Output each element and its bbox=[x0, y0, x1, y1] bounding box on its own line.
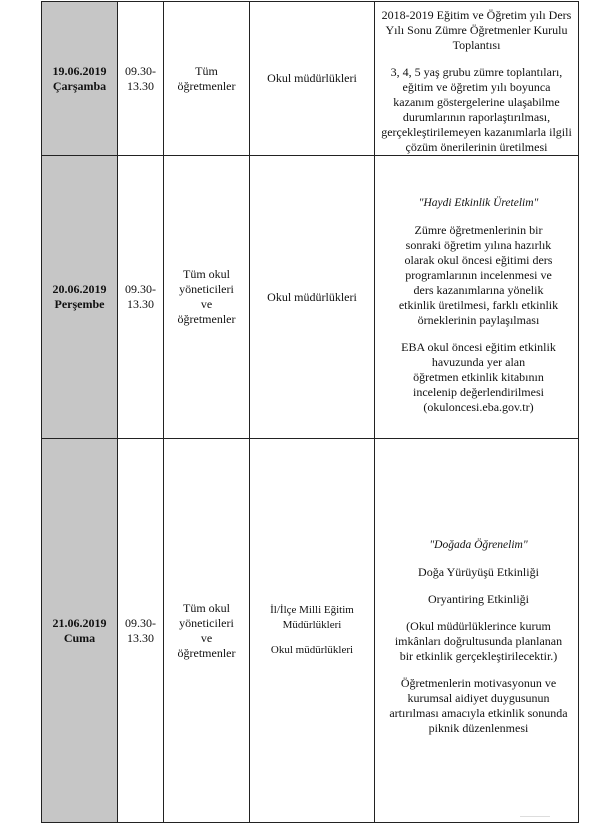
description-body: 3, 4, 5 yaş grubu zümre toplantıları, eğitim ve öğretim yılı boyunca kazanım göstergelerine ulaşabilme durumlarının raporlaştırılması, gerçekleştirilemeyen kazanımlarla ilgili çözüm önerilerinin üretilmesi bbox=[381, 65, 572, 154]
description-line: (Okul müdürlüklerince kurum bbox=[406, 618, 551, 633]
participants-line: yöneticileri bbox=[179, 282, 234, 296]
participants-cell bbox=[164, 439, 250, 823]
description-line: öğretmen etkinlik kitabının bbox=[413, 369, 544, 384]
location-line: Okul müdürlükleri bbox=[270, 644, 354, 656]
time-end: 13.30 bbox=[127, 297, 154, 311]
location-cell bbox=[250, 439, 375, 823]
description-line: ders kazanımlarına yönelik bbox=[413, 282, 544, 297]
location-line: Müdürlükleri bbox=[282, 619, 342, 631]
description-cell bbox=[375, 2, 579, 156]
participants-line: yöneticileri bbox=[179, 615, 234, 630]
participants-line: Tüm okul bbox=[183, 600, 230, 615]
description-line: incelenip değerlendirilmesi bbox=[413, 384, 544, 399]
description-line: piknik düzenlenmesi bbox=[428, 720, 529, 735]
description-item: Oryantiring Etkinliği bbox=[428, 591, 529, 606]
participants-line: öğretmenler bbox=[177, 645, 236, 660]
description-line: sonraki öğretim yılına hazırlık bbox=[405, 237, 552, 252]
page-mark bbox=[520, 816, 550, 817]
description-line: kurumsal aidiyet duygusunun bbox=[407, 690, 550, 705]
table-row bbox=[42, 156, 579, 439]
table-row bbox=[42, 439, 579, 823]
location-cell bbox=[250, 2, 375, 156]
participants-line: Tüm bbox=[195, 63, 218, 78]
date-cell bbox=[42, 2, 118, 156]
participants-line: ve bbox=[200, 630, 213, 645]
description-line: havuzunda yer alan bbox=[431, 354, 526, 369]
description-cell bbox=[375, 156, 579, 439]
description-title: "Haydi Etkinlik Üretelim" bbox=[418, 196, 539, 209]
day-text: Cuma bbox=[63, 630, 96, 645]
date-text: 19.06.2019 bbox=[52, 63, 107, 78]
time-cell bbox=[118, 2, 164, 156]
schedule-table bbox=[41, 1, 579, 823]
location-line: Okul müdürlükleri bbox=[267, 71, 357, 85]
time-cell bbox=[118, 156, 164, 439]
day-text: Perşembe bbox=[54, 297, 105, 311]
participants-line: öğretmenler bbox=[177, 312, 236, 326]
participants-line: ve bbox=[200, 297, 213, 311]
description-line: (okuloncesi.eba.gov.tr) bbox=[423, 399, 534, 414]
participants-line: Tüm okul bbox=[183, 267, 230, 281]
description-cell bbox=[375, 439, 579, 823]
table-row bbox=[42, 2, 579, 156]
participants-cell bbox=[164, 2, 250, 156]
description-title: "Doğada Öğrenelim" bbox=[429, 538, 528, 551]
description-line: bir etkinlik gerçekleştirilecektir.) bbox=[399, 648, 558, 663]
time-end: 13.30 bbox=[127, 630, 154, 645]
time-end: 13.30 bbox=[127, 78, 154, 93]
location-line: İl/İlçe Milli Eğitim bbox=[270, 604, 354, 616]
location-line: Okul müdürlükleri bbox=[267, 289, 357, 304]
date-cell bbox=[42, 156, 118, 439]
description-line: olarak okul öncesi eğitimi ders bbox=[404, 252, 553, 267]
day-text: Çarşamba bbox=[52, 78, 107, 93]
date-cell bbox=[42, 439, 118, 823]
time-cell bbox=[118, 439, 164, 823]
description-title: 2018-2019 Eğitim ve Öğretim yılı Ders Yılı Sonu Zümre Öğretmenler Kurulu Toplantısı bbox=[381, 8, 572, 52]
time-start: 09.30- bbox=[125, 282, 156, 296]
participants-cell bbox=[164, 156, 250, 439]
location-cell bbox=[250, 156, 375, 439]
description-line: artırılması amacıyla etkinlik sonunda bbox=[389, 705, 568, 720]
description-item: Doğa Yürüyüşü Etkinliği bbox=[418, 564, 539, 579]
description-line: etkinlik üretilmesi, farklı etkinlik bbox=[398, 297, 559, 312]
date-text: 21.06.2019 bbox=[52, 615, 107, 630]
date-text: 20.06.2019 bbox=[52, 282, 107, 296]
description-line: Zümre öğretmenlerinin bir bbox=[414, 222, 543, 237]
description-line: örneklerinin paylaşılması bbox=[417, 312, 540, 327]
description-line: imkânları doğrultusunda planlanan bbox=[394, 633, 563, 648]
description-line: programlarının incelenmesi ve bbox=[405, 267, 552, 282]
description-line: Öğretmenlerin motivasyonun ve bbox=[400, 675, 557, 690]
participants-line: öğretmenler bbox=[177, 78, 236, 93]
time-start: 09.30- bbox=[125, 63, 156, 78]
description-line: EBA okul öncesi eğitim etkinlik bbox=[401, 339, 556, 354]
time-start: 09.30- bbox=[125, 615, 156, 630]
